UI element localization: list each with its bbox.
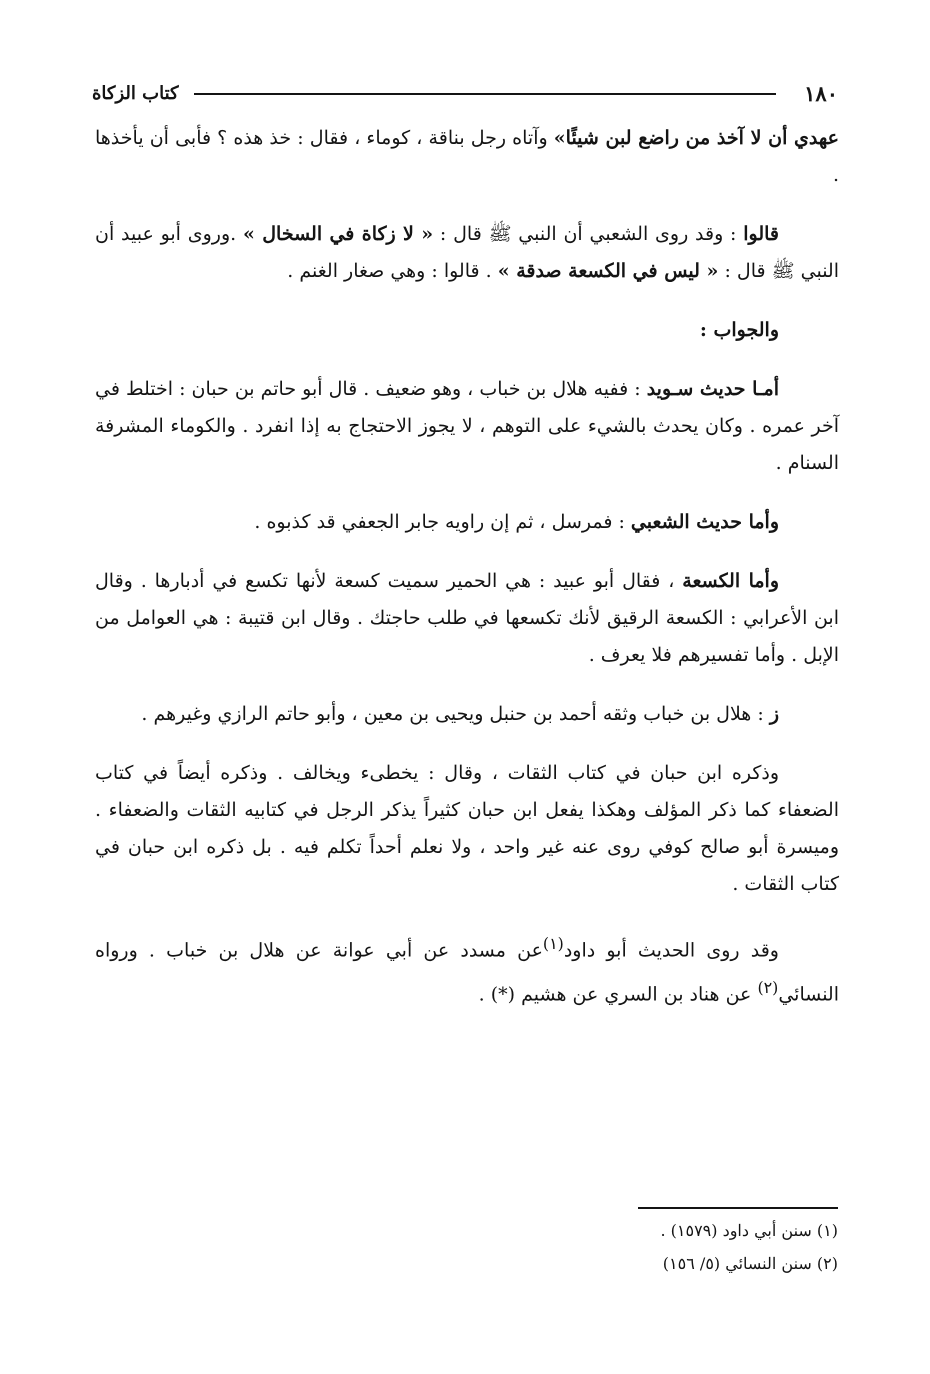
paragraph-1 [95, 120, 839, 194]
paragraph-text: .وروى أبو عبيد أن النبي ﷺ قال : [95, 223, 839, 282]
footnote-ref: (١) [542, 934, 564, 953]
paragraph-4 [95, 371, 839, 482]
paragraph-text: وذكره ابن حبان في كتاب الثقات ، وقال : يخطىء ويخالف . وذكره أيضاً في كتاب الضعفاء كما ذكر المؤلف وهكذا يفعل ابن حبان كثيراً يذكر الرجل في كتابيه الثقات والضعفاء . وميسرة أبو صالح كوفي روى عنه غير واحد ، ولا نعلم أحداً تكلم فيه . بل ذكره ابن حبان في كتاب الثقات . [95, 762, 839, 895]
paragraph-7 [95, 696, 839, 733]
footnotes [94, 1214, 838, 1280]
addendum-marker: ز [769, 703, 779, 725]
paragraph-text: : وقد روى الشعبي أن النبي ﷺ قال : [433, 223, 744, 245]
header-rule [194, 93, 776, 95]
paragraph-text: وآتاه رجل بناقة ، كوماء ، فقال : خذ هذه ؟ فأبى أن يأخذها . [95, 127, 839, 186]
paragraph-5 [95, 504, 839, 541]
answer-heading: والجواب : [699, 319, 779, 341]
page-header [92, 80, 838, 112]
paragraph-2 [95, 216, 839, 290]
paragraph-text: : ففيه هلال بن خباب ، وهو ضعيف . قال أبو حاتم بن حبان : اختلط في آخر عمره . وكان يحدث بالشيء على التوهم ، لا يجوز الاحتجاج به إذا انفرد . والكوماء المشرفة السنام . [95, 378, 839, 474]
paragraph-3 [95, 312, 839, 349]
lead-phrase: وأما حديث الشعبي [630, 511, 779, 533]
lead-phrase: أمـا حديث سـويد [646, 378, 779, 400]
paragraph-text: . قالوا : وهي صغار الغنم . [287, 260, 498, 282]
main-text [95, 120, 839, 1014]
hadith-quote: « ليس في الكسعة صدقة » [497, 260, 719, 282]
paragraph-9 [95, 925, 839, 1014]
running-title: كتاب الزكاة [92, 83, 179, 104]
paragraph-text: ، فقال أبو عبيد : هي الحمير سميت كسعة لأنها تكسع في أدبارها . وقال ابن الأعرابي : الكسعة الرقيق لأنك تكسعها في طلب حاجتك . وقال ابن قتيبة : هي العوامل من الإبل . وأما تفسيرهم فلا يعرف . [95, 570, 839, 666]
paragraph-text: عن مسدد عن أبي عوانة عن هلال بن خباب . ورواه النسائي [95, 939, 839, 1006]
lead-word: قالوا [743, 223, 780, 245]
paragraph-6 [95, 563, 839, 674]
page-number: ١٨٠ [804, 81, 838, 106]
footnote-1: (١) سنن أبي داود (١٥٧٩) . [660, 1221, 838, 1240]
paragraph-text: وقد روى الحديث أبو داود [563, 939, 779, 962]
lead-phrase: وأما الكسعة [682, 570, 779, 592]
paragraph-text: : فمرسل ، ثم إن راويه جابر الجعفي قد كذبوه . [254, 511, 631, 533]
quote-text: عهدي أن لا آخذ من راضع لبن شيئًا» [553, 127, 839, 149]
footnote-ref: (٢) [757, 978, 779, 998]
hadith-quote: « لا زكاة في السخال » [242, 223, 434, 245]
footnote-2: (٢) سنن النسائي (٥/ ١٥٦) [662, 1254, 838, 1273]
footnote-separator [638, 1207, 838, 1209]
paragraph-text: : هلال بن خباب وثقه أحمد بن حنبل ويحيى بن معين ، وأبو حاتم الرازي وغيرهم . [141, 703, 770, 725]
paragraph-8 [95, 755, 839, 903]
paragraph-text: عن هناد بن السري عن هشيم (*) . [478, 983, 758, 1006]
